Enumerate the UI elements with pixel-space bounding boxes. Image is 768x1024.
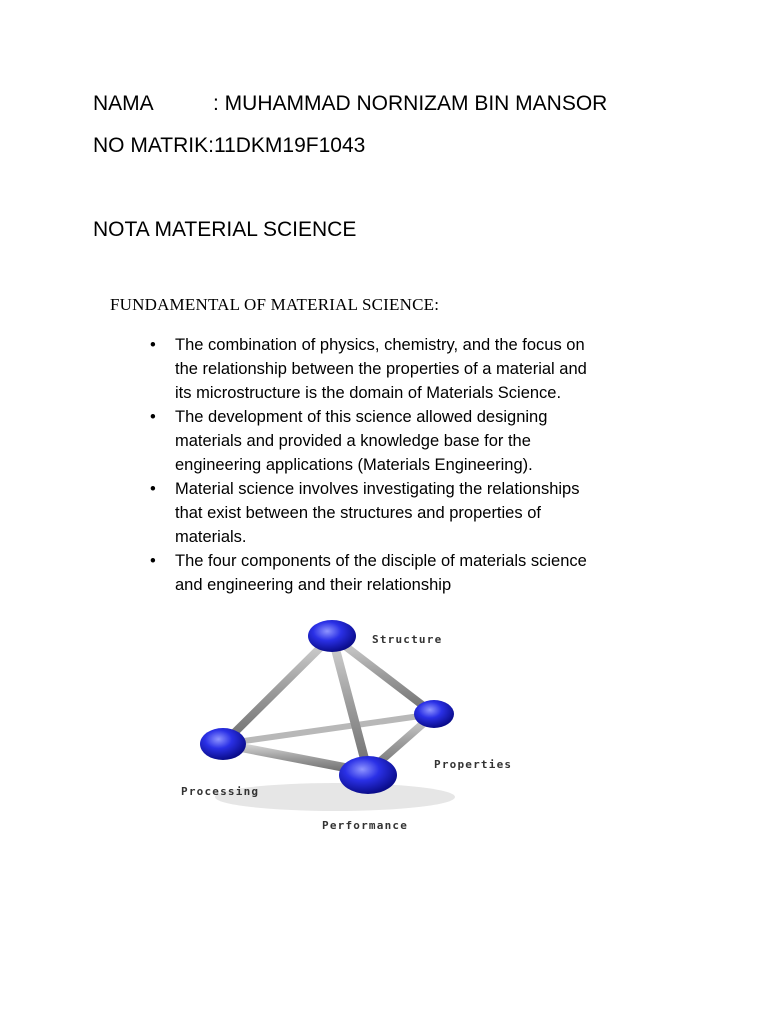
name-value: : MUHAMMAD NORNIZAM BIN MANSOR: [213, 92, 608, 115]
bullet-line: The development of this science allowed designing: [175, 408, 548, 426]
bullet-line: The four components of the disciple of materials science: [175, 552, 587, 570]
node-structure: [308, 620, 356, 652]
bullet-item: [150, 477, 670, 549]
label-processing: Processing: [181, 785, 260, 798]
matric-number-line: NO MATRIK:11DKM19F1043: [93, 134, 366, 157]
bullet-marker: •: [150, 336, 156, 354]
bullet-line: that exist between the structures and properties of: [175, 504, 541, 522]
materials-tetrahedron-diagram: [175, 612, 540, 837]
node-properties: [414, 700, 454, 728]
bullet-item: [150, 405, 670, 477]
bullet-line: Material science involves investigating the relationships: [175, 480, 580, 498]
label-properties: Properties: [434, 758, 513, 771]
bullet-line: materials and provided a knowledge base for the: [175, 432, 531, 450]
section-heading: FUNDAMENTAL OF MATERIAL SCIENCE:: [110, 295, 440, 314]
node-processing: [200, 728, 246, 760]
bullet-line: engineering applications (Materials Engineering).: [175, 456, 533, 474]
bullet-marker: •: [150, 408, 156, 426]
bullet-item: [150, 333, 670, 405]
label-structure: Structure: [372, 633, 443, 646]
bullet-line: the relationship between the properties of a material and: [175, 360, 587, 378]
document-title: NOTA MATERIAL SCIENCE: [93, 218, 357, 241]
bullet-item: [150, 549, 670, 597]
bullet-list: [150, 333, 670, 597]
bullet-line: its microstructure is the domain of Materials Science.: [175, 384, 562, 402]
diagram-edges: [223, 636, 434, 772]
node-performance: [339, 756, 397, 794]
bullet-line: materials.: [175, 528, 247, 546]
bullet-marker: •: [150, 552, 156, 570]
label-performance: Performance: [322, 819, 409, 832]
bullet-line: and engineering and their relationship: [175, 576, 452, 594]
name-label: NAMA: [93, 92, 154, 115]
bullet-marker: •: [150, 480, 156, 498]
student-name-line: [93, 91, 607, 117]
bullet-line: The combination of physics, chemistry, and the focus on: [175, 336, 585, 354]
